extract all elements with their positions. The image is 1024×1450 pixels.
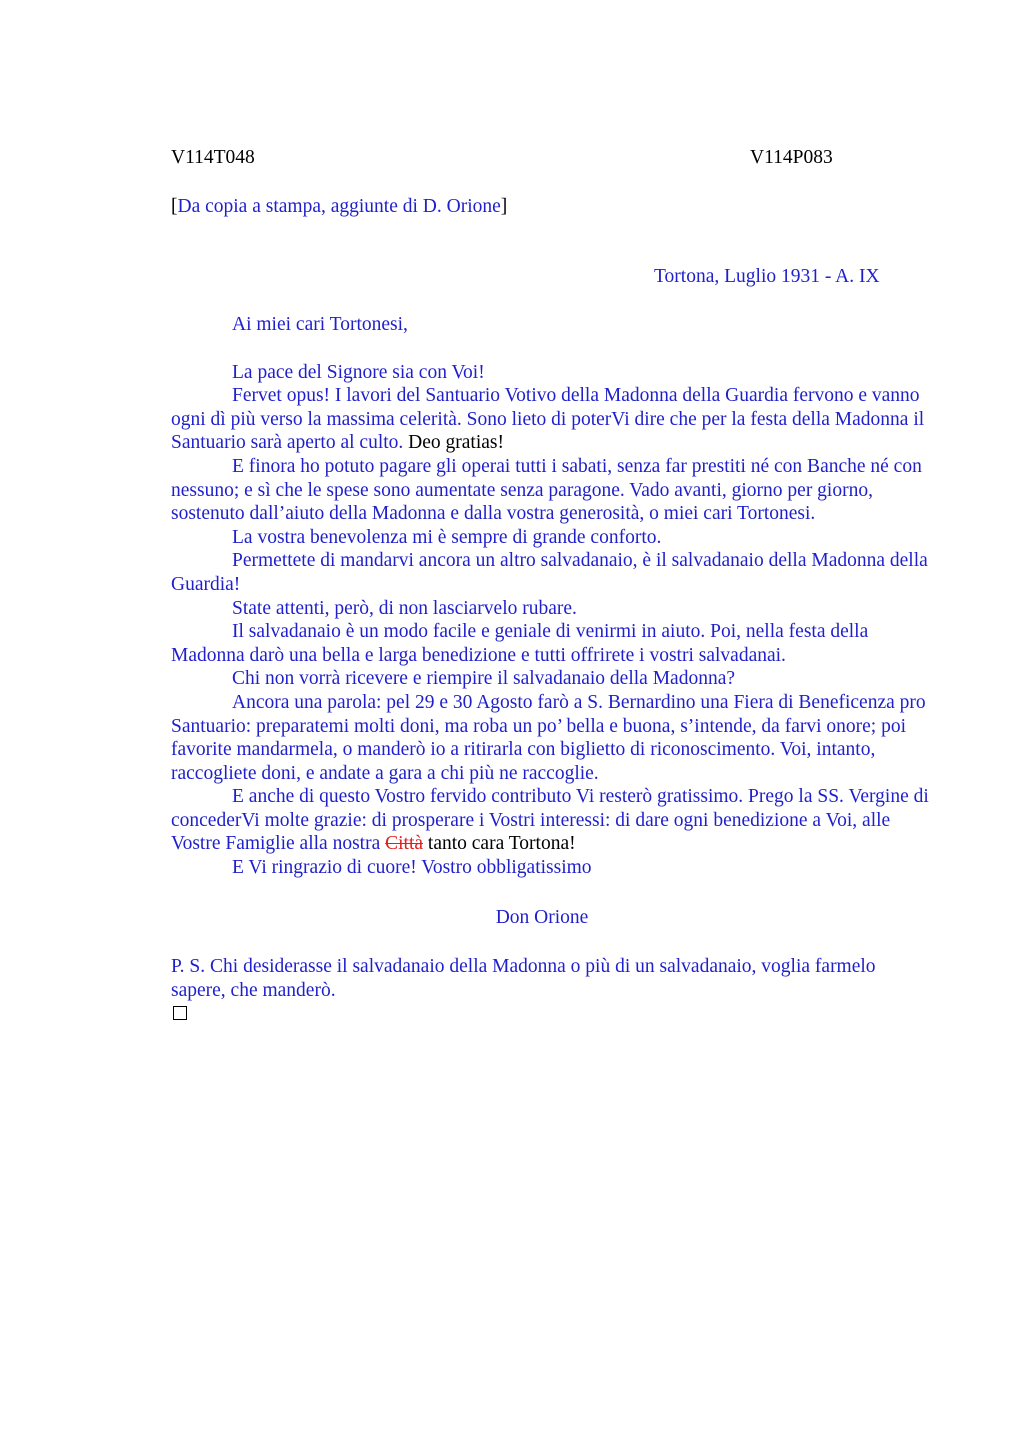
source-note-text: Da copia a stampa, aggiunte di D. Orione	[177, 196, 501, 217]
document-code-right: V114P083	[750, 147, 833, 168]
paragraph-works-text: Fervet opus! I lavori del Santuario Votivo della Madonna della Guardia fervono e vanno ogni dì più verso la massima celerità. Sono lieto di poterVi dire che per la festa della Madonna il Santuario sarà aperto al culto.	[171, 385, 925, 454]
paragraph-piggybank: Permettete di mandarvi ancora un altro salvadanaio, è il salvadanaio della Madonna della Guardia!	[171, 550, 928, 595]
deo-gratias: Deo gratias!	[403, 432, 505, 454]
salutation: Ai miei cari Tortonesi,	[232, 314, 408, 335]
paragraph-thanks-end: tanto cara Tortona!	[423, 833, 576, 855]
paragraph-question: Chi non vorrà ricevere e riempire il salvadanaio della Madonna?	[232, 668, 736, 690]
paragraph-fair: Ancora una parola: pel 29 e 30 Agosto farò a S. Bernardino una Fiera di Beneficenza pro Santuario: preparatemi molti doni, ma roba un po’ bella e buona, s’intende, da farvi onore; poi favorite mandarmela, o manderò io a ritirarla con biglietto di riconoscimento. Voi, intanto, raccogliete doni, e andate a gara a chi più ne raccoglie.	[171, 691, 926, 784]
struck-word: Città	[385, 833, 424, 855]
paragraph-blessing: Il salvadanaio è un modo facile e geniale di venirmi in aiuto. Poi, nella festa della Madonna darò una bella e larga benedizione e tutti offrirete i vostri salvadanai.	[171, 621, 869, 666]
paragraph-payments: E finora ho potuto pagare gli operai tutti i sabati, senza far prestiti né con Banche né con nessuno; e sì che le spese sono aumentate senza paragone. Vado avanti, giorno per giorno, sostenuto dall’aiuto della Madonna e dalla vostra generosità, o miei cari Tortonesi.	[171, 455, 922, 525]
postscript: P. S. Chi desiderasse il salvadanaio della Madonna o più di un salvadanaio, voglia farmelo sapere, che manderò.	[171, 956, 876, 1001]
signature: Don Orione	[495, 907, 589, 928]
source-note-close-bracket: ]	[500, 196, 508, 217]
source-note	[171, 196, 507, 218]
paragraph-closing: E Vi ringrazio di cuore! Vostro obbligatissimo	[232, 857, 592, 879]
document-code-left: V114T048	[171, 147, 255, 168]
place-date: Tortona, Luglio 1931 - A. IX	[654, 266, 880, 287]
source-note-open-bracket: [	[171, 196, 178, 217]
paragraph-benevolence: La vostra benevolenza mi è sempre di grande conforto.	[232, 526, 662, 548]
paragraph-thanks	[171, 785, 931, 856]
paragraph-warning: State attenti, però, di non lasciarvelo rubare.	[232, 597, 577, 619]
paragraph-thanks-text: E anche di questo Vostro fervido contributo Vi resterò gratissimo. Prego la SS. Vergine di concederVi molte grazie: di prosperare i Vostri interessi: di dare ogni benedizione a Voi, alle Vostre Famiglie alla nostra	[171, 786, 929, 855]
paragraph-greeting: La pace del Signore sia con Voi!	[232, 361, 485, 383]
end-box-icon	[173, 1006, 187, 1020]
paragraph-works	[171, 384, 931, 455]
letter-body	[171, 313, 931, 880]
